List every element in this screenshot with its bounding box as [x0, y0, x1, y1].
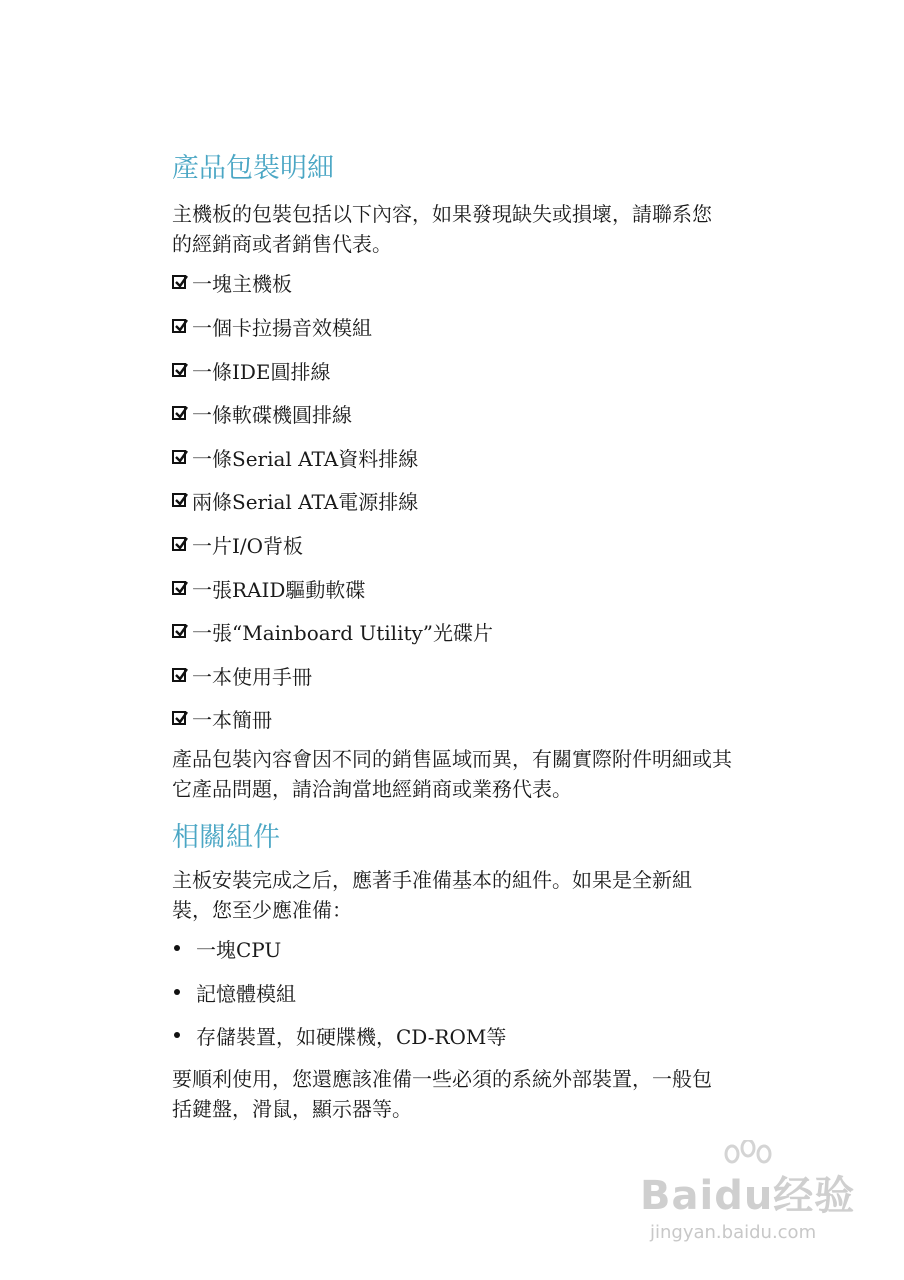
note-line: 產品包裝內容會因不同的銷售區域而異，有關實際附件明細或其	[172, 747, 732, 771]
checked-checkbox-icon	[172, 319, 186, 333]
checklist-item-label: 一條軟碟機圓排線	[192, 402, 352, 427]
bullet-list-item	[172, 1021, 506, 1049]
intro-line: 主機板的包裝包括以下內容，如果發現缺失或損壞，請聯系您	[172, 202, 712, 226]
checklist-item-label: 一塊主機板	[192, 271, 292, 296]
checklist-item-label: 一條Serial ATA資料排線	[192, 446, 419, 471]
checked-checkbox-icon	[172, 450, 186, 464]
checklist-item-label: 一條IDE圓排線	[192, 359, 331, 384]
checklist-item-label: 一本簡冊	[192, 707, 272, 732]
checklist-item	[172, 486, 418, 514]
checklist-item-label: 一片I/O背板	[192, 533, 304, 558]
checklist-item	[172, 268, 292, 296]
checked-checkbox-icon	[172, 711, 186, 725]
checked-checkbox-icon	[172, 363, 186, 377]
bullet-item-label: 一塊CPU	[196, 937, 282, 962]
checklist-item	[172, 530, 303, 558]
intro-line: 的經銷商或者銷售代表。	[172, 232, 392, 256]
bullet-icon	[174, 989, 180, 995]
checklist-item-label: 一張“Mainboard Utility”光碟片	[192, 620, 494, 645]
checked-checkbox-icon	[172, 275, 186, 289]
checked-checkbox-icon	[172, 581, 186, 595]
bullet-item-label: 記憶體模組	[196, 981, 296, 1006]
checklist-item-label: 一個卡拉揚音效模組	[192, 315, 372, 340]
note-line: 它產品問題，請洽詢當地經銷商或業務代表。	[172, 777, 572, 801]
checked-checkbox-icon	[172, 537, 186, 551]
outro-line: 括鍵盤，滑鼠，顯示器等。	[172, 1097, 412, 1121]
checked-checkbox-icon	[172, 493, 186, 507]
checklist-item-label: 一張RAID驅動軟碟	[192, 577, 366, 602]
outro-line: 要順利使用，您還應該准備一些必須的系統外部裝置，一般包	[172, 1067, 712, 1091]
components-intro-paragraph	[172, 865, 762, 925]
section-title-related-components: 相關組件	[172, 822, 280, 853]
checklist-item-label: 兩條Serial ATA電源排線	[192, 489, 419, 514]
checklist-item-label: 一本使用手冊	[192, 664, 312, 689]
checked-checkbox-icon	[172, 624, 186, 638]
watermark-url: jingyan.baidu.com	[650, 1222, 817, 1243]
checklist-item	[172, 661, 312, 689]
bullet-item-label: 存儲裝置，如硬牒機，CD-ROM等	[196, 1024, 507, 1049]
checklist-item	[172, 312, 372, 340]
bullet-list-item	[172, 978, 296, 1006]
checked-checkbox-icon	[172, 668, 186, 682]
components-outro-paragraph	[172, 1064, 762, 1124]
baidu-watermark	[640, 1140, 880, 1270]
bullet-list-item	[172, 934, 281, 962]
checklist-item	[172, 443, 418, 471]
checklist-item	[172, 617, 493, 645]
checklist-item	[172, 704, 272, 732]
section-title-package-contents: 產品包裝明細	[172, 153, 334, 184]
bullet-icon	[174, 945, 180, 951]
checklist-item	[172, 356, 331, 384]
intro-line: 裝，您至少應准備：	[172, 898, 352, 922]
bullet-icon	[174, 1032, 180, 1038]
section-intro-paragraph	[172, 199, 762, 259]
checklist-item	[172, 574, 365, 602]
package-note-paragraph	[172, 744, 762, 804]
checklist-item	[172, 399, 352, 427]
watermark-logo: Baidu经验	[640, 1173, 856, 1219]
checked-checkbox-icon	[172, 406, 186, 420]
intro-line: 主板安裝完成之后，應著手准備基本的組件。如果是全新組	[172, 868, 692, 892]
